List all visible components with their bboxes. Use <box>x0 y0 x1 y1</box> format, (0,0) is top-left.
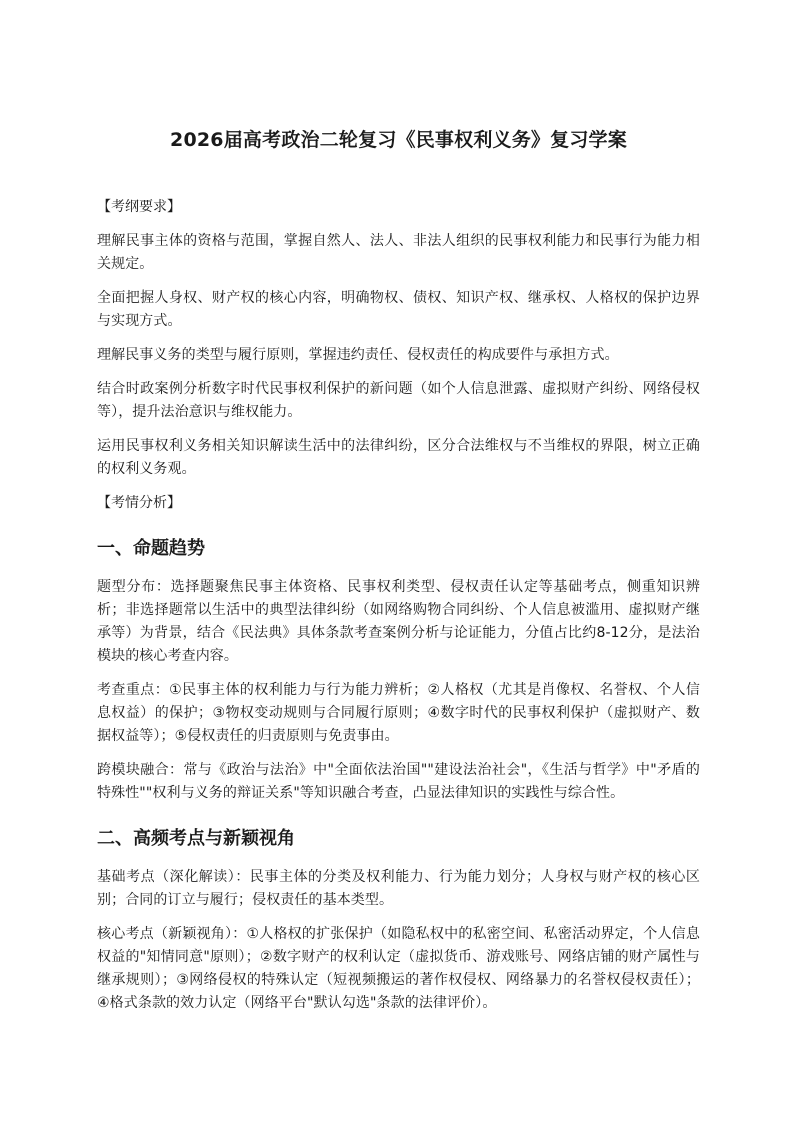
trend-paragraph: 题型分布：选择题聚焦民事主体资格、民事权利类型、侵权责任认定等基础考点，侧重知识辨析；非选择题常以生活中的典型法律纠纷（如网络购物合同纠纷、个人信息被滥用、虚拟财产继承等）为背景，结合《民法典》具体条款考查案例分析与论证能力，分值占比约8-12分，是法治模块的核心考查内容。 <box>97 579 700 664</box>
requirement-item: 运用民事权利义务相关知识解读生活中的法律纠纷，区分合法维权与不当维权的界限，树立正确的权利义务观。 <box>97 438 700 477</box>
key-point-paragraph: 核心考点（新颖视角）：①人格权的扩张保护（如隐私权中的私密空间、私密活动界定，个人信息权益的"知情同意"原则）；②数字财产的权利认定（虚拟货币、游戏账号、网络店铺的财产属性与继承规则）；③网络侵权的特殊认定（短视频搬运的著作权侵权、网络暴力的名誉权侵权责任）；④格式条款的效力认定（网络平台"默认勾选"条款的法律评价）。 <box>97 926 700 1011</box>
document-title: 2026届高考政治二轮复习《民事权利义务》复习学案 <box>170 129 627 151</box>
requirement-item: 结合时政案例分析数字时代民事权利保护的新问题（如个人信息泄露、虚拟财产纠纷、网络侵权等），提升法治意识与维权能力。 <box>97 381 700 420</box>
key-point-paragraph: 基础考点（深化解读）：民事主体的分类及权利能力、行为能力划分；人身权与财产权的核心区别；合同的订立与履行；侵权责任的基本类型。 <box>97 869 700 908</box>
trend-paragraph: 跨模块融合：常与《政治与法治》中"全面依法治国""建设法治社会"，《生活与哲学》中"矛盾的特殊性""权利与义务的辩证关系"等知识融合考查，凸显法律知识的实践性与综合性。 <box>97 762 700 801</box>
section-heading-key-points: 二、高频考点与新颖视角 <box>97 828 295 849</box>
analysis-label: 【考情分析】 <box>97 495 181 511</box>
trend-paragraph: 考查重点：①民事主体的权利能力与行为能力辨析；②人格权（尤其是肖像权、名誉权、个人信息权益）的保护；③物权变动规则与合同履行原则；④数字时代的民事权利保护（虚拟财产、数据权益等）；⑤侵权责任的归责原则与免责事由。 <box>97 682 700 744</box>
section-heading-trend: 一、命题趋势 <box>97 538 205 559</box>
requirements-label: 【考纲要求】 <box>97 199 181 215</box>
requirement-item: 全面把握人身权、财产权的核心内容，明确物权、债权、知识产权、继承权、人格权的保护边界与实现方式。 <box>97 290 700 329</box>
requirement-item: 理解民事义务的类型与履行原则，掌握违约责任、侵权责任的构成要件与承担方式。 <box>97 347 619 363</box>
requirement-item: 理解民事主体的资格与范围，掌握自然人、法人、非法人组织的民事权利能力和民事行为能力相关规定。 <box>97 233 700 272</box>
